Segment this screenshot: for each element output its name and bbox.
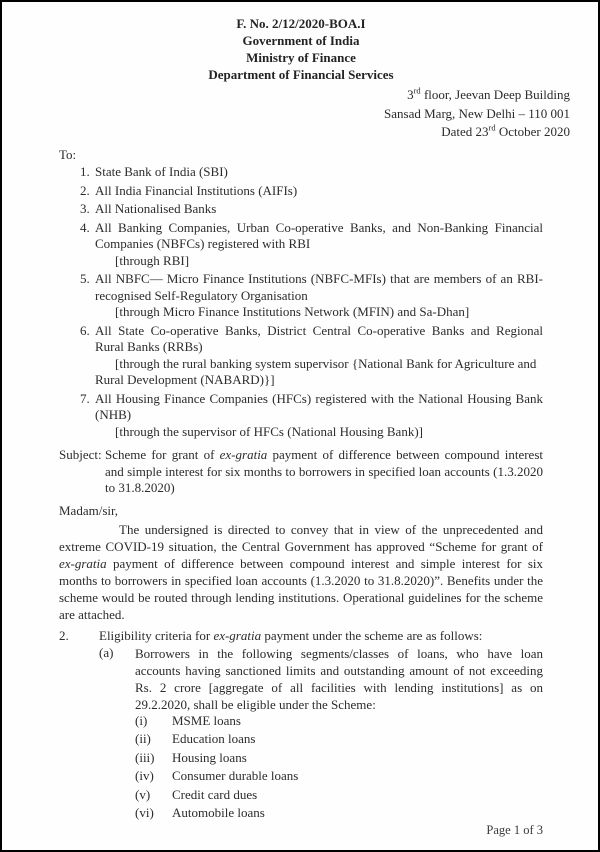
body-paragraph	[59, 521, 543, 623]
loan-type-item	[135, 713, 543, 730]
letterhead	[59, 15, 543, 83]
eligibility-intro	[99, 628, 543, 645]
recipient-item	[80, 220, 543, 270]
recipient-item	[80, 164, 543, 181]
recipients-list	[59, 164, 543, 440]
recipient-item	[80, 183, 543, 200]
loan-type-numeral: (vi)	[135, 805, 154, 820]
recipient-text	[95, 220, 543, 270]
loan-type-item	[135, 805, 543, 822]
loan-type-item	[135, 750, 543, 767]
address-block	[59, 86, 570, 142]
loan-type-numeral: (ii)	[135, 731, 151, 746]
loan-type-label: Housing loans	[172, 749, 247, 765]
recipient-text: All India Financial Institutions (AIFIs)	[95, 182, 298, 198]
subject-block	[59, 447, 543, 497]
recipient-number: 1.	[80, 164, 90, 179]
recipient-number: 7.	[80, 390, 90, 406]
recipient-main-text: All State Co-operative Banks, District Central Co-operative Banks and Regional Rural Banks (RRBs)	[95, 322, 543, 354]
recipient-number: 3.	[80, 201, 90, 216]
subject-text-post: payment of difference between compound interest and simple interest for six months to borrowers in specified loan accounts (1.3.2020 to 31.8.2020)	[105, 447, 543, 495]
recipient-item	[80, 391, 543, 441]
recipient-item	[80, 271, 543, 321]
loan-type-numeral: (i)	[135, 712, 148, 728]
page-footer: Page 1 of 3	[486, 822, 543, 837]
address-building: floor, Jeevan Deep Building	[420, 87, 570, 102]
recipient-number: 6.	[80, 322, 90, 338]
eligibility-text-pre: Eligibility criteria for	[99, 628, 214, 643]
address-line-city: Sansad Marg, New Delhi – 110 001	[384, 105, 570, 121]
recipient-text: State Bank of India (SBI)	[95, 164, 228, 179]
subject-text-italic: ex-gratia	[219, 447, 268, 462]
recipient-via: [through the supervisor of HFCs (National Housing Bank)]	[115, 423, 423, 439]
recipient-number: 4.	[80, 219, 90, 235]
loan-type-item	[135, 731, 543, 748]
date-suffix: October 2020	[495, 124, 570, 139]
recipient-main-text: All Housing Finance Companies (HFCs) registered with the National Housing Bank (NHB)	[95, 390, 543, 422]
org-line-ministry: Ministry of Finance	[246, 50, 356, 65]
recipient-item	[80, 201, 543, 218]
loan-type-label: Credit card dues	[172, 786, 258, 802]
file-number: F. No. 2/12/2020-BOA.I	[236, 16, 366, 31]
recipient-text	[95, 271, 543, 321]
subject-text-pre: Scheme for grant of	[105, 447, 220, 462]
recipient-text	[95, 391, 543, 441]
recipient-number: 5.	[80, 271, 90, 286]
paragraph-text-post: payment of difference between compound interest and simple interest for six months to borrowers in specified loan accounts (1.3.2020 to 31.8.2020)”. Benefits under the scheme would be routed through lending institutions. Operational guidelines for the scheme are attached.	[59, 556, 543, 622]
recipient-number: 2.	[80, 182, 90, 198]
recipient-via: [through RBI]	[115, 252, 190, 268]
clause-a	[99, 645, 543, 713]
loan-type-label: Automobile loans	[172, 805, 265, 820]
loan-type-item	[135, 768, 543, 785]
loan-type-item	[135, 787, 543, 804]
org-line-government: Government of India	[242, 33, 360, 48]
address-line-building	[59, 86, 570, 105]
subject-label: Subject:	[59, 447, 102, 462]
date-line	[59, 123, 570, 142]
subject-text	[105, 447, 543, 497]
loan-type-label: Education loans	[172, 731, 256, 746]
recipient-text: All Nationalised Banks	[95, 201, 217, 216]
loan-type-numeral: (iv)	[135, 768, 154, 783]
loan-type-label: Consumer durable loans	[172, 768, 299, 783]
recipient-via: [through Micro Finance Institutions Network (MFIN) and Sa-Dhan]	[115, 304, 470, 319]
loan-type-list	[135, 713, 543, 822]
date-prefix: Dated 23	[441, 124, 489, 139]
org-line-department: Department of Financial Services	[208, 67, 394, 82]
recipient-main-text: All NBFC— Micro Finance Institutions (NBFC-MFIs) that are members of an RBI-recognised Self-Regulatory Organisation	[95, 271, 543, 303]
recipient-item	[80, 323, 543, 389]
loan-type-numeral: (iii)	[135, 749, 155, 765]
salutation: Madam/sir,	[59, 502, 119, 518]
section-2	[59, 628, 543, 645]
date-ordinal: rd	[488, 122, 496, 133]
loan-type-label: MSME loans	[172, 712, 241, 728]
section-2-number: 2.	[59, 628, 69, 643]
clause-a-label: (a)	[99, 644, 114, 660]
eligibility-text-post: payment under the scheme are as follows:	[261, 628, 483, 643]
clause-a-text: Borrowers in the following segments/classes of loans, who have loan accounts having sanctioned limits and outstanding amount of not exceeding Rs. 2 crore [aggregate of all facilities with lending institutions] as on 29.2.2020, shall be eligible under the Scheme:	[135, 645, 543, 712]
recipient-main-text: All Banking Companies, Urban Co-operative Banks, and Non-Banking Financial Companies (NBFCs) registered with RBI	[95, 219, 543, 251]
address-floor-ordinal: rd	[413, 85, 421, 96]
eligibility-text-italic: ex-gratia	[213, 628, 262, 643]
recipient-text	[95, 323, 543, 389]
address-floor-number: 3	[407, 87, 414, 102]
recipient-via: [through the rural banking system supervisor {National Bank for Agriculture and Rural Development (NABARD)}]	[95, 355, 537, 387]
paragraph-text-pre: The undersigned is directed to convey that in view of the unprecedented and extreme COVID-19 situation, the Central Government has approved “Scheme for grant of	[59, 522, 543, 554]
paragraph-text-italic: ex-gratia	[59, 556, 107, 571]
loan-type-numeral: (v)	[135, 786, 151, 802]
to-label: To:	[59, 146, 77, 162]
